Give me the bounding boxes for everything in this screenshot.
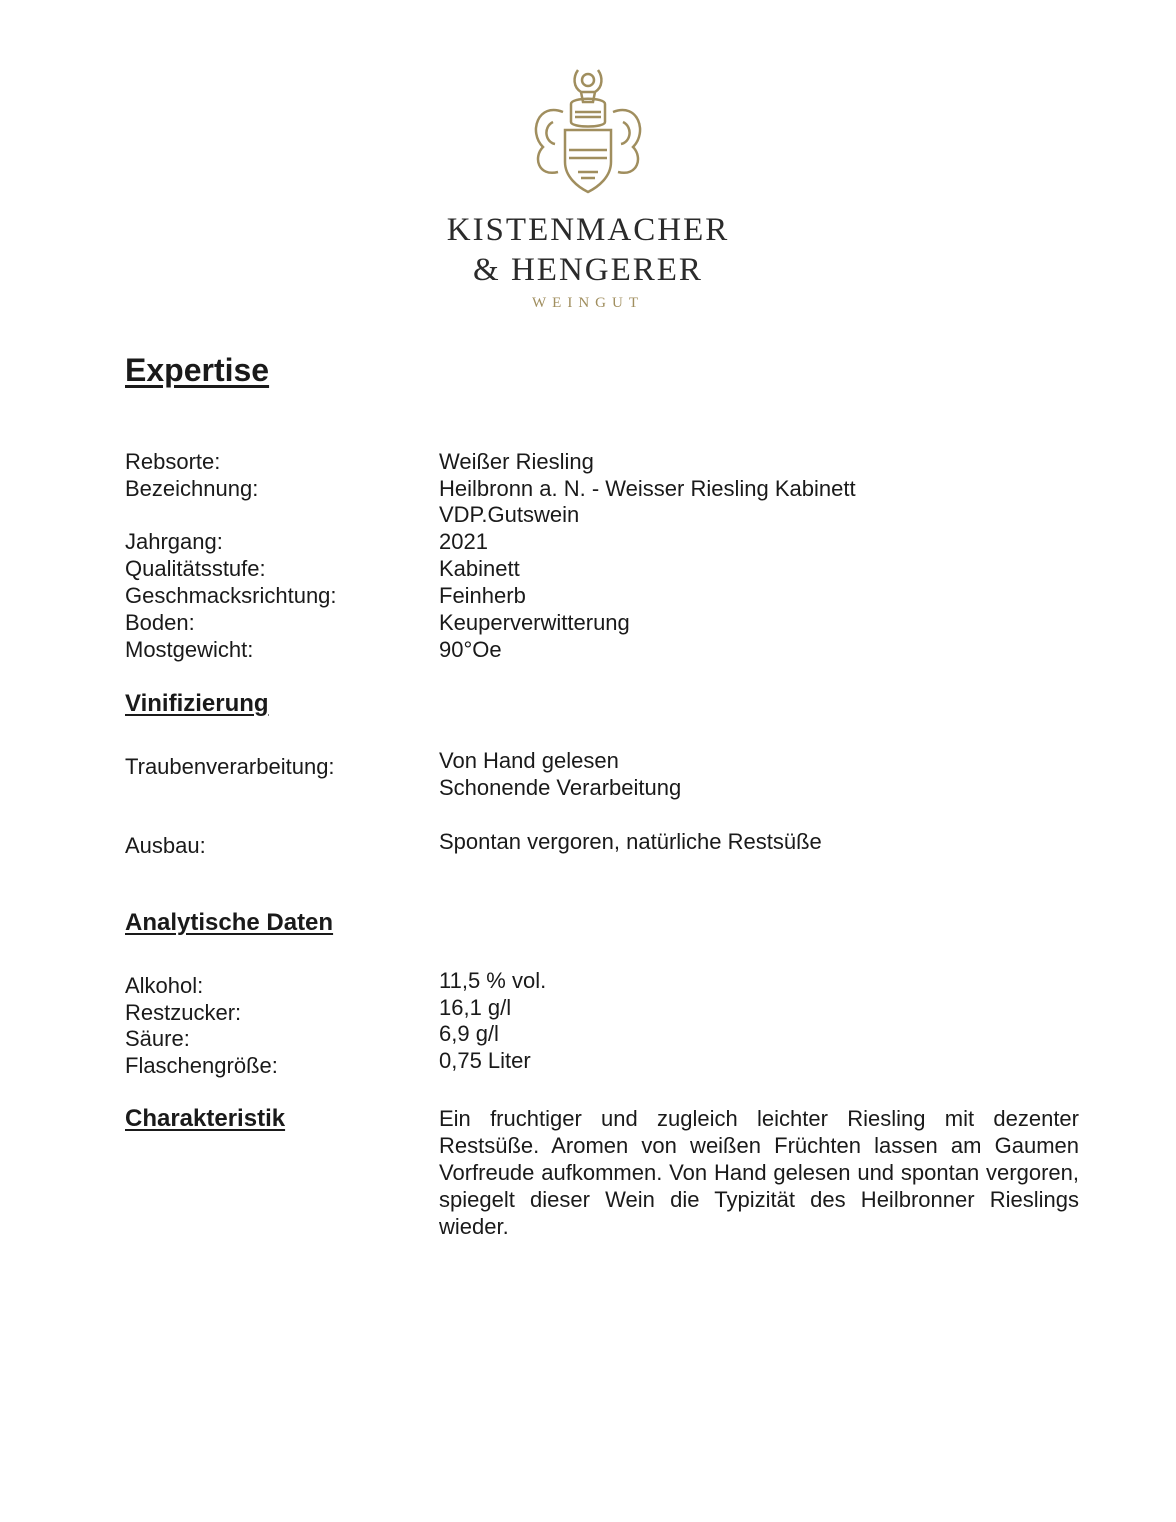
jahrgang-value: 2021 bbox=[439, 529, 488, 554]
rebsorte-value: Weißer Riesling bbox=[439, 449, 594, 474]
bezeichnung-label: Bezeichnung: bbox=[125, 476, 259, 501]
document-title: Expertise bbox=[125, 352, 270, 388]
flaschengroesse-value: 0,75 Liter bbox=[439, 1048, 531, 1073]
ausbau-value: Spontan vergoren, natürliche Restsüße bbox=[439, 829, 822, 854]
flaschengroesse-label: Flaschengröße: bbox=[125, 1053, 278, 1078]
alkohol-label: Alkohol: bbox=[125, 973, 204, 998]
alkohol-value: 11,5 % vol. bbox=[439, 968, 547, 993]
analytische-daten-heading: Analytische Daten bbox=[125, 909, 334, 936]
traubenverarbeitung-label: Traubenverarbeitung: bbox=[125, 754, 335, 779]
bezeichnung-value-line2: VDP.Gutswein bbox=[439, 502, 580, 527]
brand-subtitle: WEINGUT bbox=[532, 295, 644, 311]
traubenverarbeitung-value-line1: Von Hand gelesen bbox=[439, 748, 619, 773]
qualitaetsstufe-label: Qualitätsstufe: bbox=[125, 556, 266, 581]
charakteristik-heading: Charakteristik bbox=[125, 1105, 286, 1132]
saeure-label: Säure: bbox=[125, 1026, 190, 1051]
geschmacksrichtung-label: Geschmacksrichtung: bbox=[125, 583, 337, 608]
boden-value: Keuperverwitterung bbox=[439, 610, 630, 635]
rebsorte-label: Rebsorte: bbox=[125, 449, 221, 474]
charakteristik-text: Ein fruchtiger und zugleich leichter Riesling mit dezenter Restsüße. Aromen von weißen Früchten lassen am Gaumen Vorfreude aufkommen. Von Hand gelesen und spontan vergoren, spiegelt dieser Wein die Typizität des Heilbronner Rieslings wieder. bbox=[439, 1106, 1079, 1239]
restzucker-value: 16,1 g/l bbox=[439, 995, 512, 1020]
brand-name-line1: KISTENMACHER bbox=[446, 212, 730, 248]
vinifizierung-heading: Vinifizierung bbox=[125, 690, 269, 717]
traubenverarbeitung-value-line2: Schonende Verarbeitung bbox=[439, 775, 682, 800]
mostgewicht-label: Mostgewicht: bbox=[125, 637, 254, 662]
ausbau-label: Ausbau: bbox=[125, 833, 206, 858]
bezeichnung-value-line1: Heilbronn a. N. - Weisser Riesling Kabinett bbox=[439, 476, 856, 501]
restzucker-label: Restzucker: bbox=[125, 1000, 242, 1025]
saeure-value: 6,9 g/l bbox=[439, 1021, 499, 1046]
winery-logo bbox=[0, 62, 1176, 311]
brand-name-line2: & HENGERER bbox=[473, 252, 703, 288]
coat-of-arms-icon bbox=[523, 62, 653, 202]
qualitaetsstufe-value: Kabinett bbox=[439, 556, 520, 581]
mostgewicht-value: 90°Oe bbox=[439, 637, 502, 662]
boden-label: Boden: bbox=[125, 610, 195, 635]
geschmacksrichtung-value: Feinherb bbox=[439, 583, 526, 608]
jahrgang-label: Jahrgang: bbox=[125, 529, 223, 554]
